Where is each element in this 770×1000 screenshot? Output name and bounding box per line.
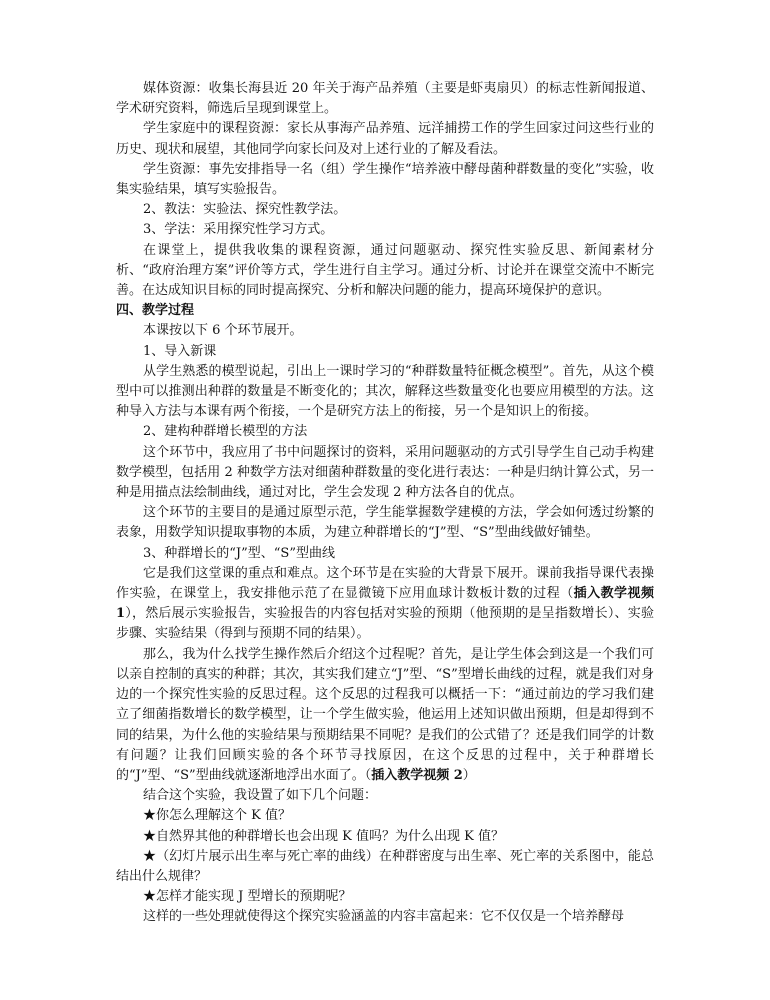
paragraph: 媒体资源：收集长海县近 20 年关于海产品养殖（主要是虾夷扇贝）的标志性新闻报道、学术研究资料，筛选后呈现到课堂上。: [116, 81, 654, 117]
paragraph: 学生家庭中的课程资源：家长从事海产品养殖、远洋捕捞工作的学生回家过问这些行业的历史、现状和展望，其他同学向家长问及对上述行业的了解及看法。: [116, 121, 654, 157]
question-item: ★自然界其他的种群增长也会出现 K 值吗？为什么出现 K 值？: [143, 828, 504, 844]
paragraph-text: ），然后展示实验报告，实验报告的内容包括对实验的预期（他预期的是呈指数增长）、实验步骤、实验结果（得到与预期不同的结果）。: [116, 606, 654, 642]
paragraph: 2、教法：实验法、探究性教学法。: [143, 202, 347, 218]
document-body: [116, 79, 654, 928]
paragraph: 结合这个实验，我设置了如下几个问题：: [143, 788, 378, 804]
paragraph: 本课按以下 6 个环节展开。: [143, 323, 303, 339]
question-item: ★怎样才能实现 J 型增长的预期呢？: [143, 889, 352, 905]
paragraph: 2、建构种群增长模型的方法: [143, 424, 308, 440]
paragraph: 从学生熟悉的模型说起，引出上一课时学习的“种群数量特征概念模型”。首先，从这个模型中可以推测出种群的数量是不断变化的；其次，解释这些数量变化也要应用模型的方法。这种导入方法与本课有两个衔接，一个是研究方法上的衔接，另一个是知识上的衔接。: [116, 363, 654, 420]
video-insert-label: 插入教学视频 1: [116, 586, 654, 622]
paragraph: [116, 564, 654, 645]
paragraph: 这个环节的主要目的是通过原型示范，学生能掌握数学建模的方法，学会如何透过纷繁的表象，用数学知识提取事物的本质，为建立种群增长的“J”型、“S”型曲线做好铺垫。: [116, 505, 654, 541]
paragraph-text: ）: [462, 767, 476, 783]
section-heading: 四、教学过程: [116, 303, 195, 319]
paragraph: [116, 645, 654, 786]
paragraph-text: 它是我们这堂课的重点和难点。这个环节是在实验的大背景下展开。课前我指导课代表操作实验，在课堂上，我安排他示范了在显微镜下应用血球计数板计数的过程（: [116, 565, 654, 602]
paragraph: 3、种群增长的“J”型、“S”型曲线: [143, 545, 335, 561]
question-item: ★你怎么理解这个 K 值？: [143, 808, 291, 824]
video-insert-label: 插入教学视频 2: [371, 767, 463, 783]
paragraph: 学生资源：事先安排指导一名（组）学生操作“培养液中酵母菌种群数量的变化”实验，收集实验结果，填写实验报告。: [116, 161, 654, 198]
question-item: ★（幻灯片展示出生率与死亡率的曲线）在种群密度与出生率、死亡率的关系图中，能总结出什么规律？: [116, 848, 654, 884]
paragraph-text: 那么，我为什么找学生操作然后介绍这个过程呢？首先，是让学生体会到这是一个我们可以亲自控制的真实的种群；其次，其实我们建立“J”型、“S”型增长曲线的过程，就是我们对身边的一个探究性实验的反思过程。这个反思的过程我可以概括一下：“通过前边的学习我们建立了细菌指数增长的数学模型，让一个学生做实验，他运用上述知识做出预期，但是却得到不同的结果，为什么他的实验结果与预期结果不同呢？是我们的公式错了？还是我们同学的计数有问题？让我们回顾实验的各个环节寻找原因，在这个反思的过程中，关于种群增长的“J”型、“S”型曲线就逐渐地浮出水面了。（: [116, 646, 654, 783]
paragraph: 这个环节中，我应用了书中问题探讨的资料，采用问题驱动的方式引导学生自己动手构建数学模型，包括用 2 种数学方法对细菌种群数量的变化进行表达：一种是归纳计算公式，另一种是用描点法绘制曲线，通过对比，学生会发现 2 种方法各自的优点。: [116, 444, 654, 501]
paragraph: 这样的一些处理就使得这个探究实验涵盖的内容丰富起来：它不仅仅是一个培养酵母: [143, 909, 625, 925]
paragraph: 3、学法：采用探究性学习方式。: [143, 222, 334, 238]
paragraph: 1、导入新课: [143, 343, 217, 359]
paragraph: 在课堂上，提供我收集的课程资源，通过问题驱动、探究性实验反思、新闻素材分析、“政府治理方案”评价等方式，学生进行自主学习。通过分析、讨论并在课堂交流中不断完善。在达成知识目标的同时提高探究、分析和解决问题的能力，提高环境保护的意识。: [116, 242, 654, 299]
